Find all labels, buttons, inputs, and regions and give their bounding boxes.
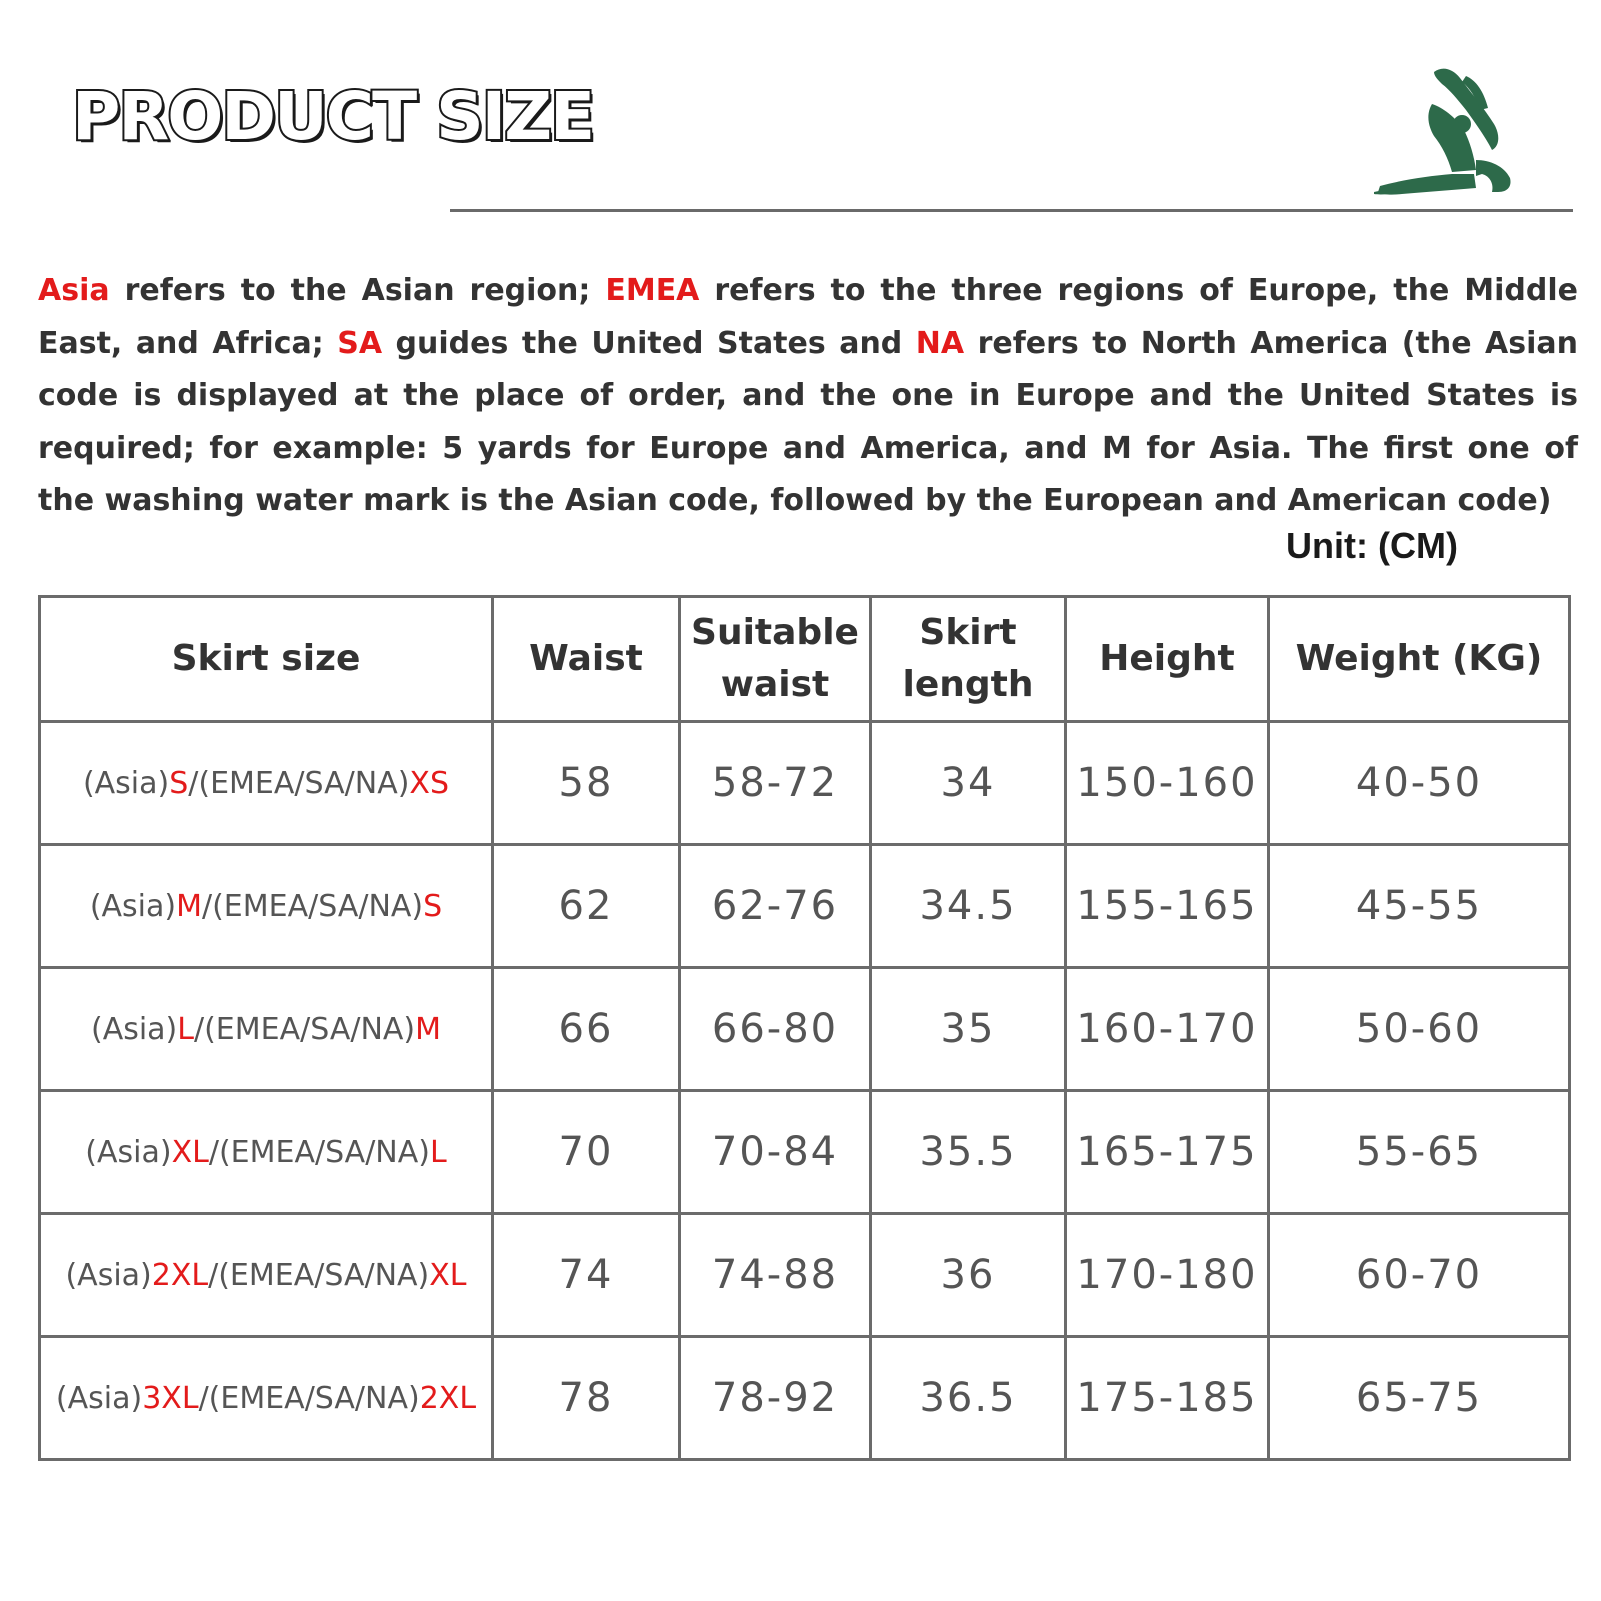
suitable-waist-cell: 62-76	[680, 845, 871, 968]
region-label: /(EMEA/SA/NA)	[208, 1257, 430, 1293]
asia-size: M	[176, 888, 202, 924]
header-skirt-length-line1: Skirt	[919, 612, 1017, 653]
intl-size: M	[415, 1011, 442, 1047]
skirt-length-cell: 34	[871, 722, 1066, 845]
description-text-2: refers to the three regions of Europe, the Middle East, and Africa;	[38, 273, 1578, 361]
size-cell	[40, 968, 493, 1091]
region-label: /(EMEA/SA/NA)	[208, 1134, 430, 1170]
suitable-waist-cell: 70-84	[680, 1091, 871, 1214]
suitable-waist-cell: 78-92	[680, 1337, 871, 1460]
waist-cell: 58	[493, 722, 680, 845]
table-row	[40, 845, 1570, 968]
waist-cell: 66	[493, 968, 680, 1091]
weight-cell: 50-60	[1269, 968, 1570, 1091]
size-table	[38, 595, 1571, 1461]
region-label: /(EMEA/SA/NA)	[201, 888, 424, 924]
asia-size: XL	[171, 1134, 209, 1170]
header-height: Height	[1066, 597, 1269, 722]
sa-term: SA	[337, 325, 383, 361]
asia-prefix: (Asia)	[65, 1257, 152, 1293]
intl-size: XS	[409, 765, 450, 801]
header-divider	[450, 209, 1573, 212]
table-row	[40, 1337, 1570, 1460]
height-cell: 150-160	[1066, 722, 1269, 845]
size-cell	[40, 1337, 493, 1460]
asia-prefix: (Asia)	[82, 765, 170, 801]
intl-size: XL	[429, 1257, 467, 1293]
header-weight: Weight (KG)	[1269, 597, 1570, 722]
region-label: /(EMEA/SA/NA)	[188, 765, 410, 801]
asia-size: 2XL	[151, 1257, 209, 1293]
asia-prefix: (Asia)	[55, 1380, 143, 1416]
asia-term: Asia	[38, 273, 110, 308]
header-skirt-length-line2: length	[902, 664, 1034, 705]
asia-prefix: (Asia)	[89, 888, 177, 924]
suitable-waist-cell: 58-72	[680, 722, 871, 845]
asia-prefix: (Asia)	[85, 1134, 172, 1170]
header-waist: Waist	[493, 597, 680, 722]
table-header-row	[40, 597, 1570, 722]
table-row	[40, 1214, 1570, 1337]
description-text-4: refers to North America (the Asian code is displayed at the place of order, and the one in Europe and the United States is required; for example: 5 yards for Europe and America, and M for Asia. The first one of the washing water mark is the Asian code, followed by the European and American code)	[38, 325, 1578, 518]
skirt-length-cell: 34.5	[871, 845, 1066, 968]
description-text-3: guides the United States and	[382, 325, 916, 361]
intl-size: L	[429, 1134, 447, 1170]
table-row	[40, 722, 1570, 845]
unit-label: Unit: (CM)	[1286, 525, 1458, 566]
weight-cell: 60-70	[1269, 1214, 1570, 1337]
size-region-description	[38, 265, 1578, 528]
skirt-length-cell: 36	[871, 1214, 1066, 1337]
weight-cell: 65-75	[1269, 1337, 1570, 1460]
height-cell: 160-170	[1066, 968, 1269, 1091]
header-suitable-waist-line2: waist	[720, 664, 830, 705]
height-cell: 170-180	[1066, 1214, 1269, 1337]
page-title: PRODUCT SIZE	[72, 78, 594, 155]
region-label: /(EMEA/SA/NA)	[193, 1011, 416, 1047]
weight-cell: 55-65	[1269, 1091, 1570, 1214]
skirt-length-cell: 35.5	[871, 1091, 1066, 1214]
suitable-waist-cell: 66-80	[680, 968, 871, 1091]
suitable-waist-cell: 74-88	[680, 1214, 871, 1337]
yoga-pose-icon	[1372, 64, 1532, 200]
table-row	[40, 1091, 1570, 1214]
table-row	[40, 968, 1570, 1091]
size-cell	[40, 1214, 493, 1337]
skirt-length-cell: 36.5	[871, 1337, 1066, 1460]
header-skirt-size: Skirt size	[40, 597, 493, 722]
asia-prefix: (Asia)	[90, 1011, 178, 1047]
waist-cell: 62	[493, 845, 680, 968]
size-cell	[40, 1091, 493, 1214]
na-term: NA	[915, 325, 965, 361]
asia-size: 3XL	[142, 1380, 199, 1416]
asia-size: S	[169, 765, 189, 801]
height-cell: 165-175	[1066, 1091, 1269, 1214]
height-cell: 155-165	[1066, 845, 1269, 968]
header-suitable-waist-line1: Suitable	[691, 612, 859, 653]
height-cell: 175-185	[1066, 1337, 1269, 1460]
emea-term: EMEA	[605, 273, 700, 308]
description-text-1: refers to the Asian region;	[109, 273, 606, 308]
weight-cell: 45-55	[1269, 845, 1570, 968]
waist-cell: 78	[493, 1337, 680, 1460]
region-label: /(EMEA/SA/NA)	[198, 1380, 420, 1416]
header-skirt-length	[871, 597, 1066, 722]
intl-size: 2XL	[419, 1380, 477, 1416]
asia-size: L	[177, 1011, 194, 1047]
header-suitable-waist	[680, 597, 871, 722]
size-cell	[40, 845, 493, 968]
waist-cell: 74	[493, 1214, 680, 1337]
waist-cell: 70	[493, 1091, 680, 1214]
size-cell	[40, 722, 493, 845]
weight-cell: 40-50	[1269, 722, 1570, 845]
intl-size: S	[423, 888, 443, 924]
skirt-length-cell: 35	[871, 968, 1066, 1091]
